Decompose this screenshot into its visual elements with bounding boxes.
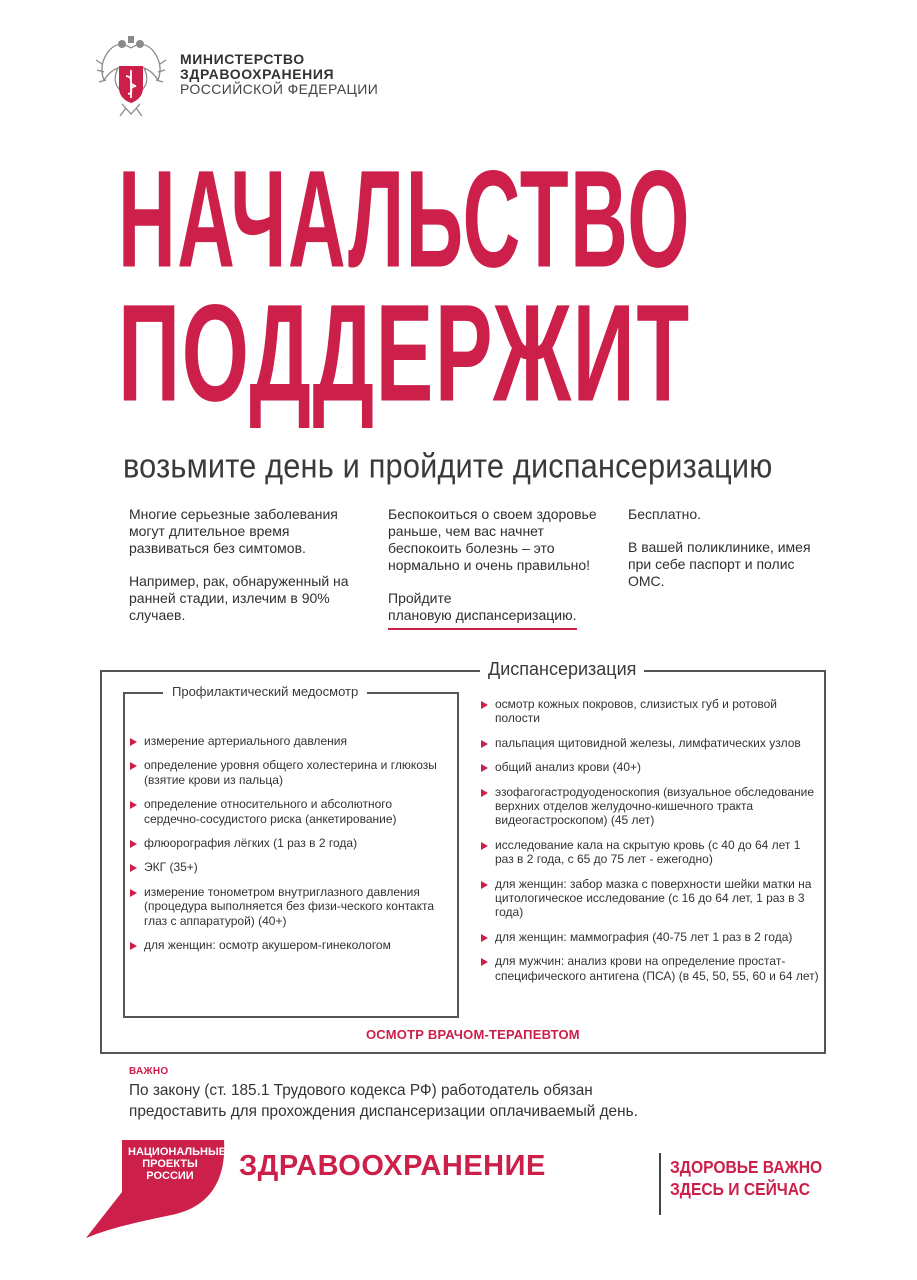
subtitle: возьмите день и пройдите диспансеризацию xyxy=(123,446,773,485)
list-item: общий анализ крови (40+) xyxy=(481,760,821,774)
list-item: определение уровня общего холестерина и глюкозы (взятие крови из пальца) xyxy=(130,758,450,787)
ministry-name xyxy=(180,52,378,97)
intro-paragraph: Например, рак, обнаруженный на ранней стадии, излечим в 90% случаев. xyxy=(129,573,349,623)
divider xyxy=(659,1153,661,1215)
ministry-line1: МИНИСТЕРСТВО xyxy=(180,51,305,67)
slogan xyxy=(670,1156,822,1200)
ministry-emblem-icon xyxy=(92,34,170,122)
intro-column-2 xyxy=(388,506,620,646)
headline-line1: НАЧАЛЬСТВО xyxy=(118,141,691,296)
important-text xyxy=(129,1080,705,1122)
dispensary-title: Диспансеризация xyxy=(480,659,644,680)
intro-column-1 xyxy=(129,506,369,640)
slogan-line2: ЗДЕСЬ И СЕЙЧАС xyxy=(670,1179,810,1200)
list-item: для женщин: забор мазка с поверхности шейки матки на цитологическое исследование (с 16 до 64 лет, 1 раз в 3 года) xyxy=(481,877,821,920)
list-item: для мужчин: анализ крови на определение простат-специфического антигена (ПСА) (в 45, 50, 55, 60 и 64 лет) xyxy=(481,954,821,983)
important-line1: По закону (ст. 185.1 Трудового кодекса РФ) работодатель обязан xyxy=(129,1082,593,1099)
intro-paragraph: Беспокоиться о своем здоровье раньше, чем вас начнет беспокоить болезнь – это нормально и очень правильно! xyxy=(388,506,597,573)
national-projects-label xyxy=(128,1146,227,1182)
list-item: ЭКГ (35+) xyxy=(130,860,450,874)
list-item: для женщин: маммография (40-75 лет 1 раз в 2 года) xyxy=(481,930,821,944)
cta-line1: Пройдите xyxy=(388,590,452,606)
preventive-exam-title: Профилактический медосмотр xyxy=(163,684,367,699)
intro-call-to-action xyxy=(388,590,620,630)
np-line2: ПРОЕКТЫ xyxy=(142,1158,198,1170)
important-line2: предоставить для прохождения диспансеризации оплачиваемый день. xyxy=(129,1103,638,1120)
intro-paragraph: Многие серьезные заболевания могут длительное время развиваться без симтомов. xyxy=(129,506,338,556)
list-item: флюорография лёгких (1 раз в 2 года) xyxy=(130,836,450,850)
list-item: осмотр кожных покровов, слизистых губ и ротовой полости xyxy=(481,697,821,726)
preventive-exam-list xyxy=(130,734,450,962)
project-name: ЗДРАВООХРАНЕНИЕ xyxy=(239,1150,546,1182)
list-item: для женщин: осмотр акушером-гинекологом xyxy=(130,938,450,952)
list-item: определение относительного и абсолютного сердечно-сосудистого риска (анкетирование) xyxy=(130,797,450,826)
intro-column-3 xyxy=(628,506,828,606)
intro-paragraph: Бесплатно. xyxy=(628,506,702,522)
np-line3: РОССИИ xyxy=(146,1170,194,1182)
list-item: пальпация щитовидной железы, лимфатических узлов xyxy=(481,736,821,750)
important-label: ВАЖНО xyxy=(129,1066,169,1077)
headline-line2: ПОДДЕРЖИТ xyxy=(118,275,691,430)
ministry-line3: РОССИЙСКОЙ ФЕДЕРАЦИИ xyxy=(180,81,379,97)
list-item: эзофагогастродуоденоскопия (визуальное обследование верхних отделов желудочно-кишечного тракта видеогастроскопом) (45 лет) xyxy=(481,785,821,828)
np-line1: НАЦИОНАЛЬНЫЕ xyxy=(128,1146,227,1158)
therapist-exam-label: ОСМОТР ВРАЧОМ-ТЕРАПЕВТОМ xyxy=(352,1027,594,1042)
intro-paragraph: В вашей поликлинике, имея при себе паспорт и полис ОМС. xyxy=(628,539,811,589)
dispensary-list xyxy=(481,697,821,993)
list-item: исследование кала на скрытую кровь (с 40 до 64 лет 1 раз в 2 года, с 65 до 75 лет - ежегодно) xyxy=(481,838,821,867)
list-item: измерение артериального давления xyxy=(130,734,450,748)
ministry-line2: ЗДРАВООХРАНЕНИЯ xyxy=(180,66,335,82)
list-item: измерение тонометром внутриглазного давления (процедура выполняется без физи-ческого контакта глаз с аппаратурой) (40+) xyxy=(130,885,450,928)
cta-line2: плановую диспансеризацию. xyxy=(388,607,577,630)
slogan-line1: ЗДОРОВЬЕ ВАЖНО xyxy=(670,1157,823,1177)
